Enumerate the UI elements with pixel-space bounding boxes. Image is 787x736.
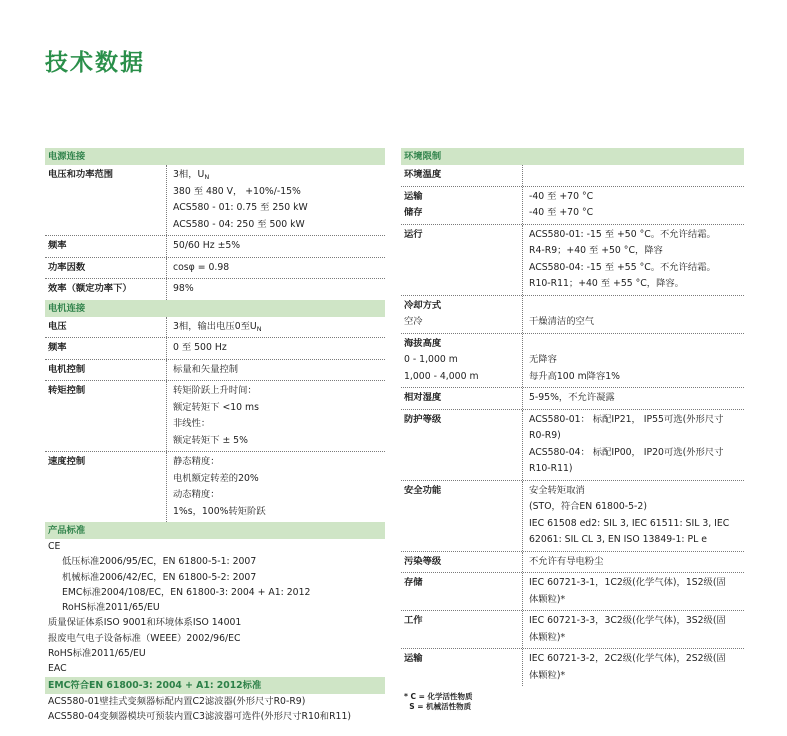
row-label-cell (401, 225, 522, 295)
row-value (173, 416, 385, 433)
table-row (401, 649, 744, 686)
row-value (173, 454, 385, 471)
table-row (401, 481, 744, 552)
value-text: IEC 60721-3-3，3C2级(化学气体)，3S2级(固 (529, 615, 726, 626)
value-text: 转矩阶跃上升时间： (173, 385, 257, 396)
table-row (45, 279, 385, 300)
row-label-cell (401, 481, 522, 551)
row-label: 频率 (48, 342, 67, 353)
row-label-cell (401, 573, 522, 610)
row-value (173, 400, 385, 417)
emc-list (45, 694, 385, 725)
right-column (401, 148, 744, 712)
value-text: (STO，符合EN 61800-5-2) (529, 501, 647, 512)
value-text: 每升高100 m降容1% (529, 370, 620, 382)
value-text: 安全转矩取消 (529, 484, 585, 496)
row-value (173, 167, 385, 184)
value-text: -40 至 +70 °C (529, 190, 594, 202)
row-label-cell (45, 165, 166, 235)
row-value-cell (166, 381, 385, 451)
value-text: 体颗粒)* (529, 631, 566, 643)
row-label: 相对湿度 (404, 392, 442, 403)
row-value (173, 238, 385, 255)
row-label: 电压和功率范围 (48, 169, 114, 180)
section-header-power: 电源连接 (45, 148, 385, 165)
value-text: R0-R9) (529, 430, 561, 441)
row-value (529, 461, 744, 478)
value-text: 3相，U (173, 169, 205, 180)
row-value-cell (166, 258, 385, 279)
section-header-motor: 电机连接 (45, 300, 385, 317)
row-label: 1,000 - 4,000 m (404, 370, 479, 382)
value-subscript: N (204, 173, 210, 181)
row-value (529, 276, 744, 293)
table-row (45, 317, 385, 339)
standard-item: 报废电气电子设备标准（WEEE）2002/96/EC (48, 632, 241, 644)
value-subscript: N (256, 324, 262, 333)
row-value-cell (166, 236, 385, 257)
power-table (45, 165, 385, 300)
row-value (529, 260, 744, 277)
row-label: 电压 (48, 320, 67, 332)
standard-item: 低压标准2006/95/EC，EN 61800-5-1: 2007 (62, 556, 257, 568)
value-text: 3相，输出电压0至U (173, 320, 257, 332)
emc-item: ACS580-01壁挂式变频器标配内置C2滤波器(外形尺寸R0-R9) (48, 695, 306, 707)
row-value (173, 260, 385, 277)
row-label: 空冷 (404, 316, 423, 327)
value-text: IEC 60721-3-1，1C2级(化学气体)，1S2级(固 (529, 577, 726, 588)
row-label: 运输 (404, 653, 423, 664)
table-row (45, 452, 385, 522)
value-text: 体颗粒)* (529, 669, 566, 681)
value-text: 1%s，100%转矩阶跃 (173, 505, 266, 517)
row-value-cell (522, 649, 744, 686)
row-label: 转矩控制 (48, 385, 86, 396)
value-text: 额定转矩下 ± 5% (173, 434, 248, 446)
row-value (529, 352, 744, 369)
table-row (45, 338, 385, 360)
footnotes (401, 692, 744, 712)
table-row (45, 236, 385, 258)
table-row (45, 165, 385, 236)
value-text: R4-R9；+40 至 +50 °C，降容 (529, 245, 663, 256)
section-header-standards: 产品标准 (45, 522, 385, 539)
row-label: 电机控制 (48, 363, 86, 375)
value-text: ACS580 - 04: 250 至 500 kW (173, 218, 305, 230)
row-value-cell (522, 296, 744, 333)
row-value-cell (166, 317, 385, 338)
row-label: 安全功能 (404, 484, 442, 496)
row-label-cell (401, 165, 522, 186)
row-label-cell (45, 338, 166, 359)
table-row (401, 552, 744, 574)
row-value (173, 383, 385, 400)
row-label-cell (401, 388, 522, 409)
page-title: 技术数据 (45, 50, 145, 76)
emc-item: ACS580-04变频器模块可预装内置C3滤波器可选件(外形尺寸R10和R11) (48, 710, 351, 722)
row-value (529, 445, 744, 462)
row-value (529, 428, 744, 445)
row-label: 冷却方式 (404, 299, 442, 311)
row-label-cell (401, 649, 522, 686)
value-text: ACS580 - 01: 0.75 至 250 kW (173, 202, 308, 213)
row-value (529, 516, 744, 533)
row-value (529, 243, 744, 260)
table-row (401, 296, 744, 334)
row-value (529, 390, 744, 407)
row-value-cell (522, 573, 744, 610)
row-label-cell (45, 452, 166, 522)
value-text: 非线性： (173, 418, 211, 429)
standard-item: EMC标准2004/108/EC，EN 61800-3: 2004 + A1: 2012 (62, 586, 311, 598)
table-row (401, 611, 744, 649)
row-value-cell (522, 388, 744, 409)
row-value (173, 217, 385, 234)
footnote-line: S = 机械活性物质 (404, 702, 472, 711)
value-text: ACS580-04： 标配IP00， IP20可选(外形尺寸 (529, 446, 724, 458)
row-value-cell (522, 481, 744, 551)
row-label-cell (401, 611, 522, 648)
row-value (529, 499, 744, 516)
section-header-emc: EMC符合EN 61800-3: 2004 + A1: 2012标准 (45, 677, 385, 694)
row-value (529, 336, 744, 353)
row-value-cell (166, 360, 385, 381)
standards-list (45, 539, 385, 677)
row-label: 0 - 1,000 m (404, 354, 458, 365)
row-label: 频率 (48, 240, 67, 251)
table-row (45, 258, 385, 280)
value-text: 动态精度： (173, 489, 220, 500)
row-value (173, 319, 385, 336)
row-value-cell (522, 165, 744, 186)
value-text: ACS580-04: -15 至 +55 °C。不允许结霜。 (529, 261, 716, 273)
table-row (401, 187, 744, 225)
row-label-cell (45, 258, 166, 279)
row-label: 速度控制 (48, 456, 86, 467)
standard-item: CE (48, 541, 61, 552)
row-value-cell (522, 187, 744, 224)
row-value (173, 281, 385, 298)
standard-item: 质量保证体系ISO 9001和环境体系ISO 14001 (48, 617, 242, 629)
value-text: -40 至 +70 °C (529, 207, 594, 218)
row-label-cell (401, 410, 522, 480)
row-value (529, 369, 744, 386)
row-label: 环境温度 (404, 169, 442, 180)
row-value-cell (166, 452, 385, 522)
row-label: 运行 (404, 228, 423, 240)
row-value (529, 592, 744, 609)
row-value (529, 298, 744, 315)
row-value (529, 554, 744, 571)
row-label-cell (45, 236, 166, 257)
value-text: ACS580-01： 标配IP21， IP55可选(外形尺寸 (529, 413, 724, 425)
table-row (45, 381, 385, 452)
value-text: 干燥清洁的空气 (529, 316, 595, 327)
value-text: 电机额定转差的20% (173, 472, 259, 484)
row-value (173, 340, 385, 357)
left-column (45, 148, 385, 724)
row-value (529, 630, 744, 647)
value-text: 额定转矩下 <10 ms (173, 401, 259, 413)
row-label: 储存 (404, 207, 423, 218)
row-value (529, 532, 744, 549)
row-value (529, 412, 744, 429)
value-text: IEC 60721-3-2，2C2级(化学气体)，2S2级(固 (529, 653, 726, 664)
table-row (401, 225, 744, 296)
row-value (173, 487, 385, 504)
value-text: cosφ = 0.98 (173, 261, 230, 273)
table-row (401, 410, 744, 481)
footnote-line: * C = 化学活性物质 (404, 692, 473, 701)
value-text: 50/60 Hz ±5% (173, 240, 241, 251)
row-value (529, 167, 744, 184)
row-value-cell (166, 338, 385, 359)
section-header-environment: 环境限制 (401, 148, 744, 165)
row-value (529, 668, 744, 685)
row-value-cell (522, 334, 744, 388)
row-value (173, 471, 385, 488)
value-text: IEC 61508 ed2: SIL 3, IEC 61511: SIL 3, IEC (529, 517, 730, 529)
row-label-cell (401, 296, 522, 333)
row-label-cell (45, 279, 166, 300)
row-label: 功率因数 (48, 261, 86, 273)
value-text: 静态精度： (173, 456, 220, 467)
table-row (401, 334, 744, 389)
row-value-cell (522, 410, 744, 480)
row-label: 运输 (404, 190, 423, 202)
value-text: 98% (173, 283, 194, 294)
row-value (173, 504, 385, 521)
row-value (529, 227, 744, 244)
row-label-cell (45, 381, 166, 451)
row-value-cell (166, 279, 385, 300)
table-row (401, 573, 744, 611)
row-label: 工作 (404, 615, 423, 626)
row-label: 存储 (404, 577, 423, 588)
row-value-cell (522, 611, 744, 648)
motor-table (45, 317, 385, 523)
value-text: ACS580-01: -15 至 +50 °C。不允许结霜。 (529, 228, 716, 240)
standard-item: EAC (48, 663, 67, 675)
environment-table (401, 165, 744, 686)
row-value (173, 362, 385, 379)
row-label-cell (401, 552, 522, 573)
standard-item: 机械标准2006/42/EC，EN 61800-5-2: 2007 (62, 571, 257, 583)
row-value (529, 613, 744, 630)
value-text: 标量和矢量控制 (173, 363, 239, 375)
value-text: 体颗粒)* (529, 593, 566, 605)
row-value (529, 575, 744, 592)
table-row (401, 165, 744, 187)
row-value (529, 205, 744, 222)
row-label: 防护等级 (404, 413, 442, 425)
row-label: 海拔高度 (404, 337, 442, 349)
row-value (173, 184, 385, 201)
row-label-cell (45, 360, 166, 381)
value-text: 0 至 500 Hz (173, 342, 227, 353)
standard-item: RoHS标准2011/65/EU (62, 602, 160, 614)
row-label: 效率（额定功率下） (48, 283, 132, 294)
value-text: 无降容 (529, 354, 557, 365)
row-value (529, 189, 744, 206)
value-text: 不允许有导电粉尘 (529, 555, 604, 567)
row-value (173, 433, 385, 450)
row-value-cell (166, 165, 385, 235)
row-label-cell (45, 317, 166, 338)
row-value-cell (522, 225, 744, 295)
value-text: 62061: SIL CL 3, EN ISO 13849-1: PL e (529, 534, 707, 545)
row-value (529, 483, 744, 500)
value-text: R10-R11；+40 至 +55 °C，降容。 (529, 278, 684, 289)
table-row (401, 388, 744, 410)
value-text: R10-R11) (529, 463, 573, 474)
row-label-cell (401, 334, 522, 388)
row-label-cell (401, 187, 522, 224)
row-value (173, 200, 385, 217)
row-label: 污染等级 (404, 555, 442, 567)
table-row (45, 360, 385, 382)
standard-item: RoHS标准2011/65/EU (48, 648, 146, 660)
row-value (529, 314, 744, 331)
row-value-cell (522, 552, 744, 573)
value-text: 5-95%，不允许凝露 (529, 392, 615, 403)
value-text: 380 至 480 V， +10%/-15% (173, 185, 301, 197)
row-value (529, 651, 744, 668)
